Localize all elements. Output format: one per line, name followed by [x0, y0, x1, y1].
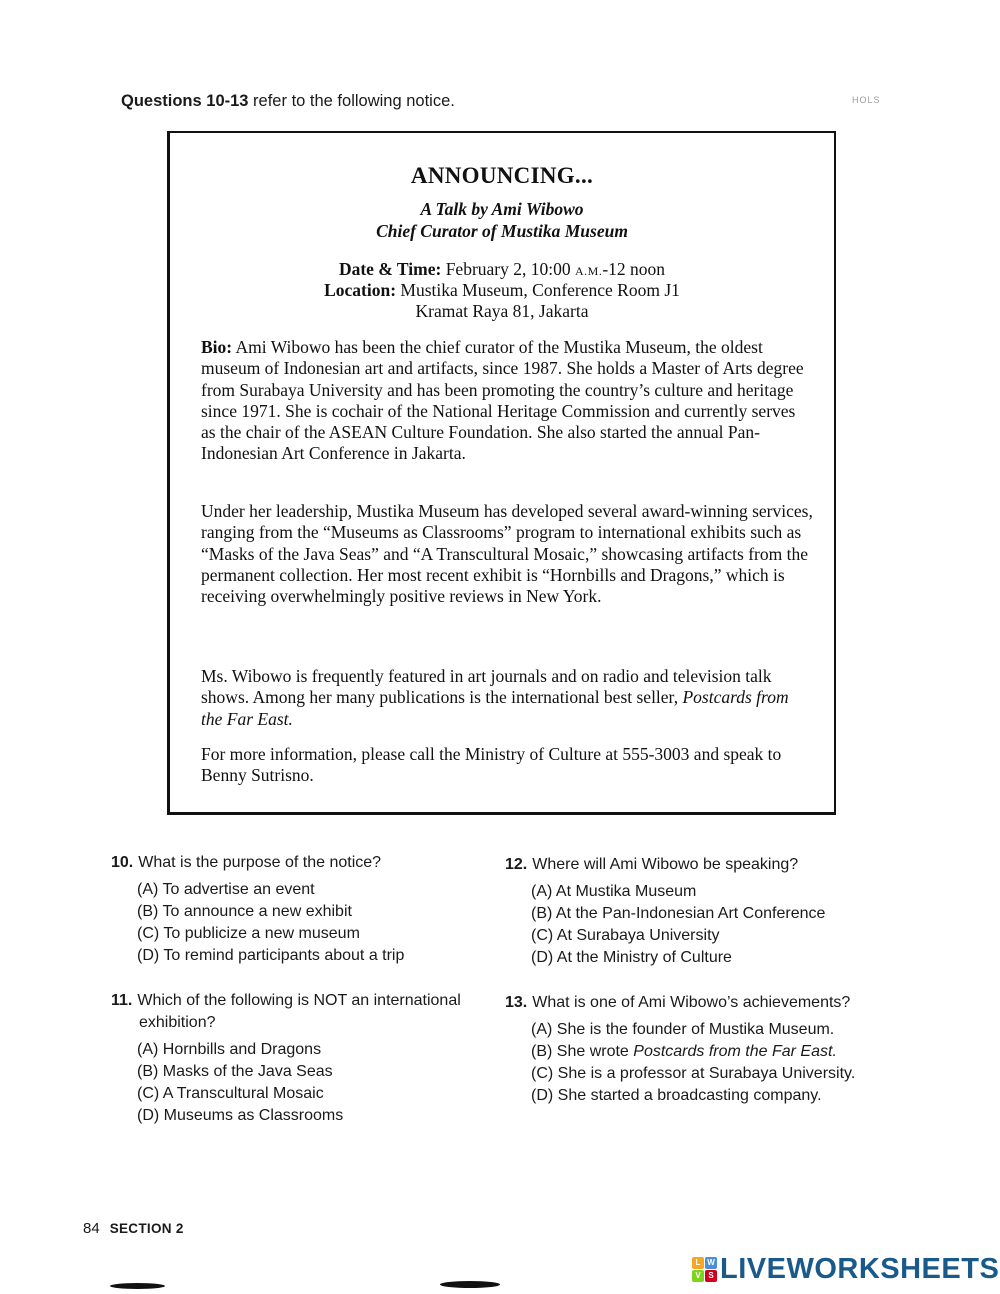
answer-option-c[interactable]: (C) To publicize a new museum: [137, 925, 360, 942]
question-12: [505, 854, 825, 969]
date-label: Date & Time:: [338, 259, 442, 279]
question-number: 10.: [111, 854, 134, 871]
notice-title: ANNOUNCING...: [410, 163, 594, 188]
featured-text: Ms. Wibowo is frequently featured in art journals and on radio and television talk shows. Among her many publications is the international best seller,: [201, 666, 772, 708]
questions-range: Questions 10-13: [121, 92, 249, 110]
logo-tile: V: [692, 1270, 704, 1282]
intro-text: refer to the following notice.: [248, 92, 455, 110]
notice-contact-info: For more information, please call the Ministry of Culture at 555-3003 and speak to Benny Sutrisno.: [201, 744, 782, 786]
answer-option-d[interactable]: (D) At the Ministry of Culture: [531, 949, 732, 966]
featured-book-title: Postcards from the Far East.: [201, 687, 789, 729]
question-11: [111, 990, 461, 1127]
question-number: 12.: [505, 856, 528, 873]
question-13: [505, 992, 855, 1107]
scan-smudge: [440, 1281, 500, 1288]
bio-label: Bio:: [201, 337, 233, 357]
notice-subtitle-talk: A Talk by Ami Wibowo: [420, 199, 584, 219]
logo-tile: L: [692, 1257, 704, 1269]
date-value: February 2, 10:00: [445, 259, 575, 279]
notice-address: Kramat Raya 81, Jakarta: [415, 301, 589, 321]
answer-option-c[interactable]: (C) She is a professor at Surabaya University.: [531, 1065, 856, 1082]
question-10: [111, 852, 404, 967]
bio-text: Ami Wibowo has been the chief curator of the Mustika Museum, the oldest museum of Indonesian art and artifacts, since 1987. She holds a Master of Arts degree from Surabaya University and has been promoting the country’s culture and heritage since 1971. She is cochair of the National Heritage Commission and currently serves as the chair of the ASEAN Culture Foundation. She also started the annual Pan-Indonesian Art Conference in Jakarta.: [201, 337, 804, 464]
question-number: 11.: [111, 992, 133, 1009]
notice-leadership: Under her leadership, Mustika Museum has developed several award-winning services, ranging from the “Museums as Classrooms” program to international exhibits such as “Masks of the Java Seas” and “A Transcultural Mosaic,” showcasing artifacts from the permanent collection. Her most recent exhibit is “Hornbills and Dragons,” which is receiving overwhelmingly positive reviews in New York.: [201, 501, 813, 607]
logo-tile: S: [705, 1270, 717, 1282]
liveworksheets-logo[interactable]: [692, 1252, 999, 1286]
location-label: Location:: [324, 280, 397, 300]
location-value: Mustika Museum, Conference Room J1: [400, 280, 680, 300]
answer-option-c[interactable]: (C) A Transcultural Mosaic: [137, 1085, 324, 1102]
notice-featured: [201, 666, 813, 730]
date-am: A.M.: [575, 264, 603, 278]
answer-option-a[interactable]: (A) To advertise an event: [137, 881, 315, 898]
questions-intro: [121, 92, 455, 111]
page-number: 84: [83, 1220, 100, 1237]
page-footer: [83, 1220, 184, 1237]
notice-bio: [201, 337, 813, 465]
question-text: Where will Ami Wibowo be speaking?: [532, 856, 799, 873]
logo-tile: W: [705, 1257, 717, 1269]
answer-option-b[interactable]: (B) Masks of the Java Seas: [137, 1063, 333, 1080]
answer-option-b[interactable]: [505, 1041, 855, 1063]
question-number: 13.: [505, 994, 528, 1011]
section-label: SECTION 2: [109, 1221, 184, 1236]
answer-option-a[interactable]: (A) She is the founder of Mustika Museum.: [531, 1021, 835, 1038]
date-end: -12 noon: [602, 259, 666, 279]
answer-option-c[interactable]: (C) At Surabaya University: [531, 927, 720, 944]
answer-option-d[interactable]: (D) Museums as Classrooms: [137, 1107, 344, 1124]
question-text-continued: exhibition?: [139, 1014, 216, 1031]
question-text: What is the purpose of the notice?: [138, 854, 382, 871]
question-text: Which of the following is NOT an international: [137, 992, 461, 1009]
answer-option-d[interactable]: (D) To remind participants about a trip: [137, 947, 405, 964]
scan-smudge: [110, 1283, 165, 1289]
liveworksheets-name: LIVEWORKSHEETS: [720, 1252, 1000, 1285]
answer-option-d[interactable]: (D) She started a broadcasting company.: [531, 1087, 822, 1104]
answer-option-b[interactable]: (B) To announce a new exhibit: [137, 903, 352, 920]
notice-subtitle-role: Chief Curator of Mustika Museum: [376, 221, 628, 241]
option-b-text: (B) She wrote: [531, 1043, 634, 1060]
answer-option-b[interactable]: (B) At the Pan-Indonesian Art Conference: [531, 905, 826, 922]
notice-date: [170, 259, 834, 280]
answer-option-a[interactable]: (A) Hornbills and Dragons: [137, 1041, 322, 1058]
answer-option-a[interactable]: (A) At Mustika Museum: [531, 883, 697, 900]
liveworksheets-icon: [692, 1257, 717, 1282]
notice-box: [167, 131, 836, 815]
question-text: What is one of Ami Wibowo’s achievements?: [532, 994, 851, 1011]
option-b-book-title: Postcards from the Far East.: [633, 1043, 837, 1060]
corner-stamp: HOLS: [852, 95, 881, 105]
notice-location: [170, 280, 834, 301]
